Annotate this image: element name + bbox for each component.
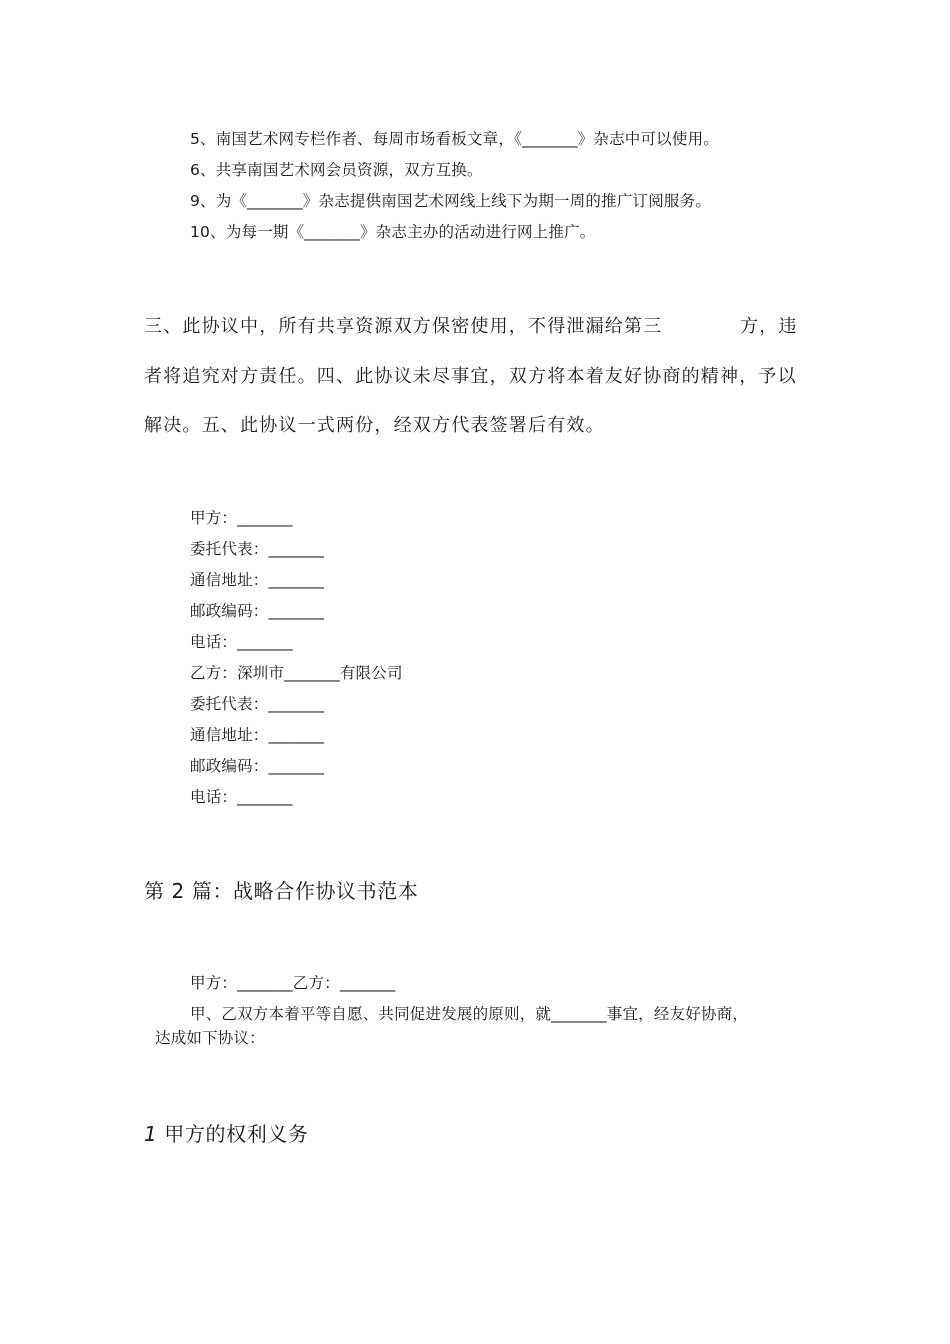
party-a-phone: 电话：_______: [190, 633, 293, 651]
section-1-number: 1: [144, 1122, 158, 1146]
article-2-title: 第 2 篇：战略合作协议书范本: [144, 879, 419, 903]
article-2-intro-line-2: 达成如下协议：: [155, 1029, 265, 1047]
clause-line-3: 解决。五、此协议一式两份，经双方代表签署后有效。: [144, 415, 605, 436]
party-b-phone: 电话：_______: [190, 788, 293, 806]
item-9: 9、为《_______》杂志提供南国艺术网线上线下为期一周的推广订阅服务。: [190, 192, 712, 210]
section-1-heading: [144, 1118, 309, 1147]
article-2-parties: 甲方：_______乙方：_______: [190, 974, 396, 992]
party-a-line: 甲方：_______: [190, 509, 293, 527]
party-b-address: 通信地址：_______: [190, 726, 325, 744]
clause-line-1-right: 方，违: [740, 316, 798, 337]
clause-line-2: 者将追究对方责任。四、此协议未尽事宜，双方将本着友好协商的精神，予以: [144, 366, 797, 387]
party-b-representative: 委托代表：_______: [190, 695, 325, 713]
party-a-postcode: 邮政编码：_______: [190, 602, 325, 620]
party-b-postcode: 邮政编码：_______: [190, 757, 325, 775]
item-10: 10、为每一期《_______》杂志主办的活动进行网上推广。: [190, 223, 596, 241]
item-6: 6、共享南国艺术网会员资源，双方互换。: [190, 161, 483, 179]
party-a-address: 通信地址：_______: [190, 571, 325, 589]
clause-line-1-left: 三、此协议中，所有共享资源双方保密使用，不得泄漏给第三: [144, 316, 663, 337]
party-a-representative: 委托代表：_______: [190, 540, 325, 558]
item-5: 5、南国艺术网专栏作者、每周市场看板文章，《_______》杂志中可以使用。: [190, 130, 719, 148]
article-2-intro-line-1: 甲、乙双方本着平等自愿、共同促进发展的原则，就_______事宜，经友好协商，: [190, 1005, 749, 1023]
party-b-line: 乙方：深圳市_______有限公司: [190, 664, 403, 682]
section-1-title: 甲方的权利义务: [164, 1122, 309, 1146]
